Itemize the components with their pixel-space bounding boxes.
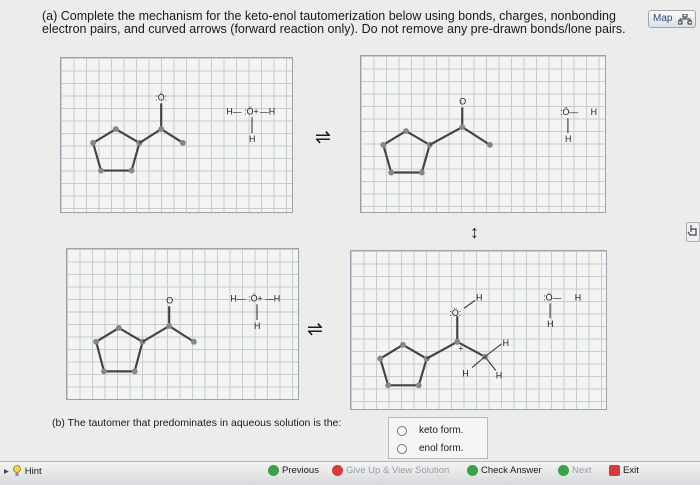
give-up-label: Give Up & View Solution (346, 465, 450, 476)
hint-button[interactable] (4, 465, 42, 477)
water-oxygen: :Ö— (543, 292, 562, 303)
carbonyl-oxygen: O (166, 295, 174, 306)
hydronium-h-left: H— (230, 293, 246, 304)
expand-icon: ▸ (4, 465, 9, 477)
previous-icon (268, 465, 279, 476)
next-icon (558, 465, 569, 476)
cyclopentane-ring (90, 126, 142, 173)
water-h-bottom: H (547, 319, 554, 330)
water-h-right: H (574, 292, 582, 303)
check-answer-label: Check Answer (481, 465, 542, 476)
cyclopentane-ring (377, 342, 429, 388)
methyl-h-2: H (495, 370, 503, 381)
water-h-right: H (590, 107, 598, 118)
hint-icon (12, 465, 22, 477)
hydronium-oxygen: :Ö+ (244, 106, 259, 117)
part-b-question: (b) The tautomer that predominates in aqueous solution is the: (52, 417, 342, 429)
carbonyl-oxygen: :Ö: (155, 92, 168, 103)
cyclopentane-ring (93, 325, 145, 374)
mechanism-panel-1[interactable] (60, 57, 293, 213)
question-text: (a) Complete the mechanism for the keto-enol tautomerization below using bonds, charges, nonbonding electron pairs, and curved arrows (forward reaction only). Do not remove any pre-drawn bonds/lone pairs. (42, 9, 626, 36)
methyl-h-3: H (462, 368, 469, 379)
map-label: Map (653, 13, 673, 24)
hydronium-h-bottom: H (249, 133, 256, 144)
hand-cursor-icon (687, 223, 699, 239)
enol-h: H (476, 292, 483, 303)
mechanism-panel-3[interactable] (66, 248, 299, 400)
next-button[interactable] (558, 465, 592, 476)
map-button[interactable] (648, 10, 696, 28)
hydronium-h-right: —H (259, 106, 276, 117)
option-enol-label: enol form. (419, 443, 464, 454)
mechanism-panel-2[interactable] (360, 55, 606, 213)
mechanism-panel-4[interactable] (350, 250, 607, 410)
map-icon (678, 14, 692, 25)
give-up-icon (332, 465, 343, 476)
hydronium-h-right: —H (264, 293, 281, 304)
equilibrium-arrow-2: ⇌ (307, 319, 323, 340)
option-keto[interactable] (397, 425, 463, 436)
water-h-bottom: H (564, 133, 572, 144)
check-answer-button[interactable] (467, 465, 542, 476)
radio-enol[interactable] (397, 444, 407, 454)
side-chain-bonds (139, 103, 182, 142)
exit-label: Exit (623, 465, 639, 476)
give-up-button[interactable] (332, 465, 449, 476)
side-chain-bonds (427, 316, 485, 358)
hydronium-oxygen: :Ö+ (248, 293, 263, 304)
cyclopentane-ring (380, 128, 432, 175)
answer-options (388, 417, 488, 459)
exit-button[interactable] (609, 465, 639, 476)
previous-label: Previous (282, 465, 319, 476)
radio-keto[interactable] (397, 426, 407, 436)
carbocation-plus: + (458, 343, 464, 354)
hint-label: Hint (24, 465, 42, 477)
option-keto-label: keto form. (419, 425, 464, 436)
next-label: Next (572, 465, 592, 476)
resonance-arrow: ↕ (470, 222, 479, 242)
side-edge-icon[interactable] (686, 222, 700, 242)
carbonyl-oxygen: O (459, 96, 467, 107)
hydronium-h-left: H— (226, 106, 242, 117)
hydronium-h-bottom: H (254, 320, 261, 331)
exit-icon (609, 465, 620, 476)
bottom-toolbar (0, 461, 700, 485)
option-enol[interactable] (397, 443, 463, 454)
methyl-h-1: H (502, 337, 510, 348)
water-oxygen: :Ö— (560, 107, 579, 118)
check-icon (467, 465, 478, 476)
equilibrium-arrow-1: ⇌ (315, 127, 331, 148)
enol-oxygen: :Ö: (449, 308, 462, 319)
previous-button[interactable] (268, 465, 319, 476)
